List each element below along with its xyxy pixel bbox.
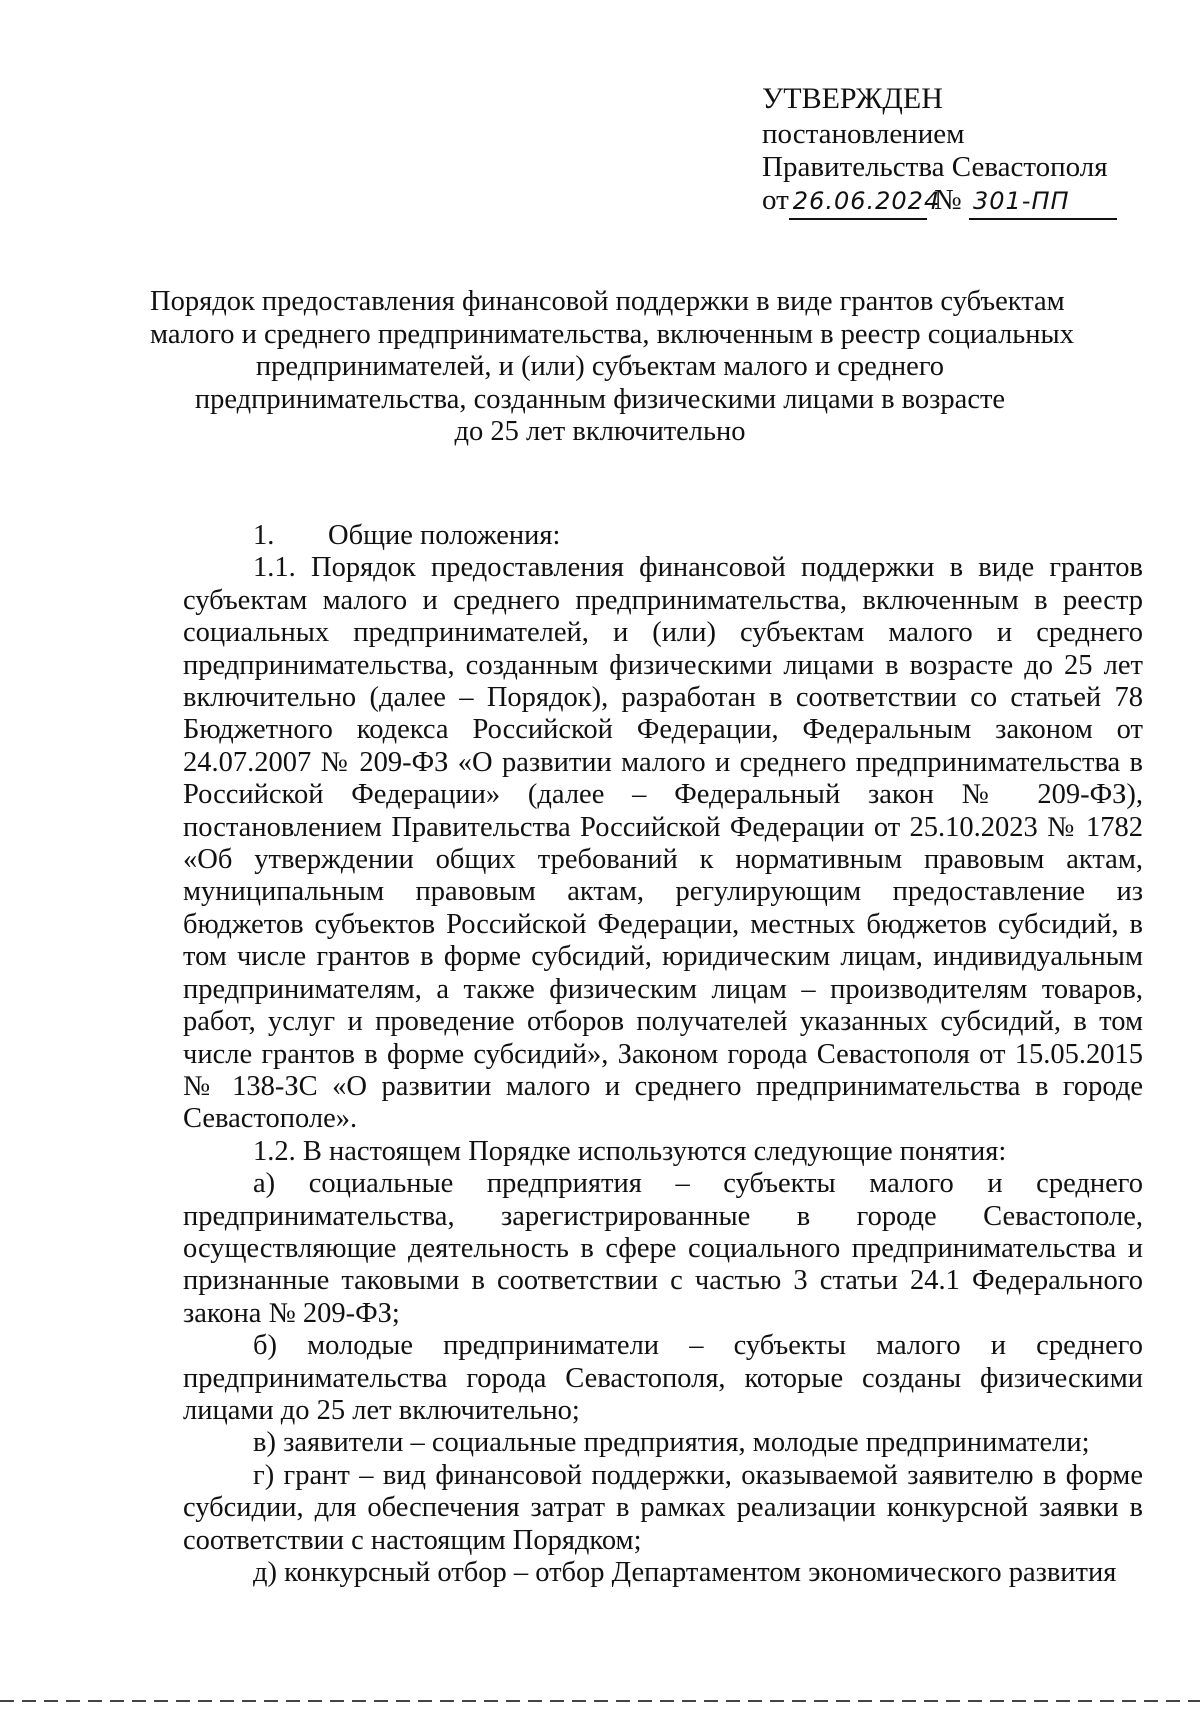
title-line: до 25 лет включительно [454, 416, 746, 447]
document-body [183, 520, 1143, 1589]
title-line: предпринимательства, созданным физическими лицами в возрасте [194, 383, 1006, 415]
approval-line-government: Правительства Севастополя [762, 151, 1108, 183]
handwritten-number: 301-ПП [972, 187, 1070, 215]
definition-d: д) конкурсный отбор – отбор Департаментом экономического развития [253, 1557, 1117, 1588]
section-title: Общие положения: [328, 520, 561, 551]
title-line: малого и среднего предпринимательства, включенным в реестр социальных [150, 318, 1074, 350]
document-title [150, 286, 1074, 449]
approval-stamp-block [762, 82, 1142, 220]
paragraph-1-2: 1.2. В настоящем Порядке используются следующие понятия: [253, 1135, 1007, 1167]
definition-a: а) социальные предприятия – субъекты малого и среднего предпринимательства, зарегистрированные в городе Севастополе, осуществляющие деятельность в сфере социального предпринимательства и признанные таковыми в соответствии с частью 3 статьи 24.1 Федерального закона № 209-ФЗ; [183, 1168, 1143, 1329]
title-line: Порядок предоставления финансовой поддержки в виде грантов субъектам [150, 286, 1065, 317]
number-prefix: № [934, 184, 962, 216]
handwritten-date: 26.06.2024 [792, 187, 941, 215]
approval-heading: УТВЕРЖДЕН [762, 82, 943, 115]
section-number: 1. [253, 520, 275, 551]
paragraph-1-1: 1.1. Порядок предоставления финансовой поддержки в виде грантов субъектам малого и среднего предпринимательства, включенным в реестр социальных предпринимателей, и (или) субъектам малого и среднего предпринимательства, созданным физическими лицами в возрасте до 25 лет включительно (далее – Порядок), разработан в соответствии со статьей 78 Бюджетного кодекса Российской Федерации, Федеральным законом от 24.07.2007 № 209-ФЗ «О развитии малого и среднего предпринимательства в Российской Федерации» (далее – Федеральный закон № 209-ФЗ), постановлением Правительства Российской Федерации от 25.10.2023 № 1782 «Об утверждении общих требований к нормативным правовым актам, муниципальным правовым актам, регулирующим предоставление из бюджетов субъектов Российской Федерации, местных бюджетов субсидий, в том числе грантов в форме субсидий, юридическим лицам, индивидуальным предпринимателям, а также физическим лицам – производителям товаров, работ, услуг и проведение отборов получателей указанных субсидий, в том числе грантов в форме субсидий», Законом города Севастополя от 15.05.2015 № 138-ЗС «О развитии малого и среднего предпринимательства в городе Севастополе». [183, 552, 1143, 1135]
scan-bottom-edge [0, 1700, 1200, 1702]
section-heading [183, 520, 1143, 552]
definition-v: в) заявители – социальные предприятия, молодые предприниматели; [253, 1427, 1090, 1459]
definition-g: г) грант – вид финансовой поддержки, оказываемой заявителю в форме субсидии, для обеспечения затрат в рамках реализации конкурсной заявки в соответствии с настоящим Порядком; [183, 1459, 1143, 1556]
approval-date-number-line [762, 184, 1142, 220]
title-line: предпринимателей, и (или) субъектам малого и среднего [255, 351, 945, 382]
approval-line-resolution: постановлением [762, 118, 965, 150]
definition-b: б) молодые предприниматели – субъекты малого и среднего предпринимательства города Севастополя, которые созданы физическими лицами до 25 лет включительно; [183, 1330, 1143, 1426]
date-prefix: от [762, 184, 789, 216]
